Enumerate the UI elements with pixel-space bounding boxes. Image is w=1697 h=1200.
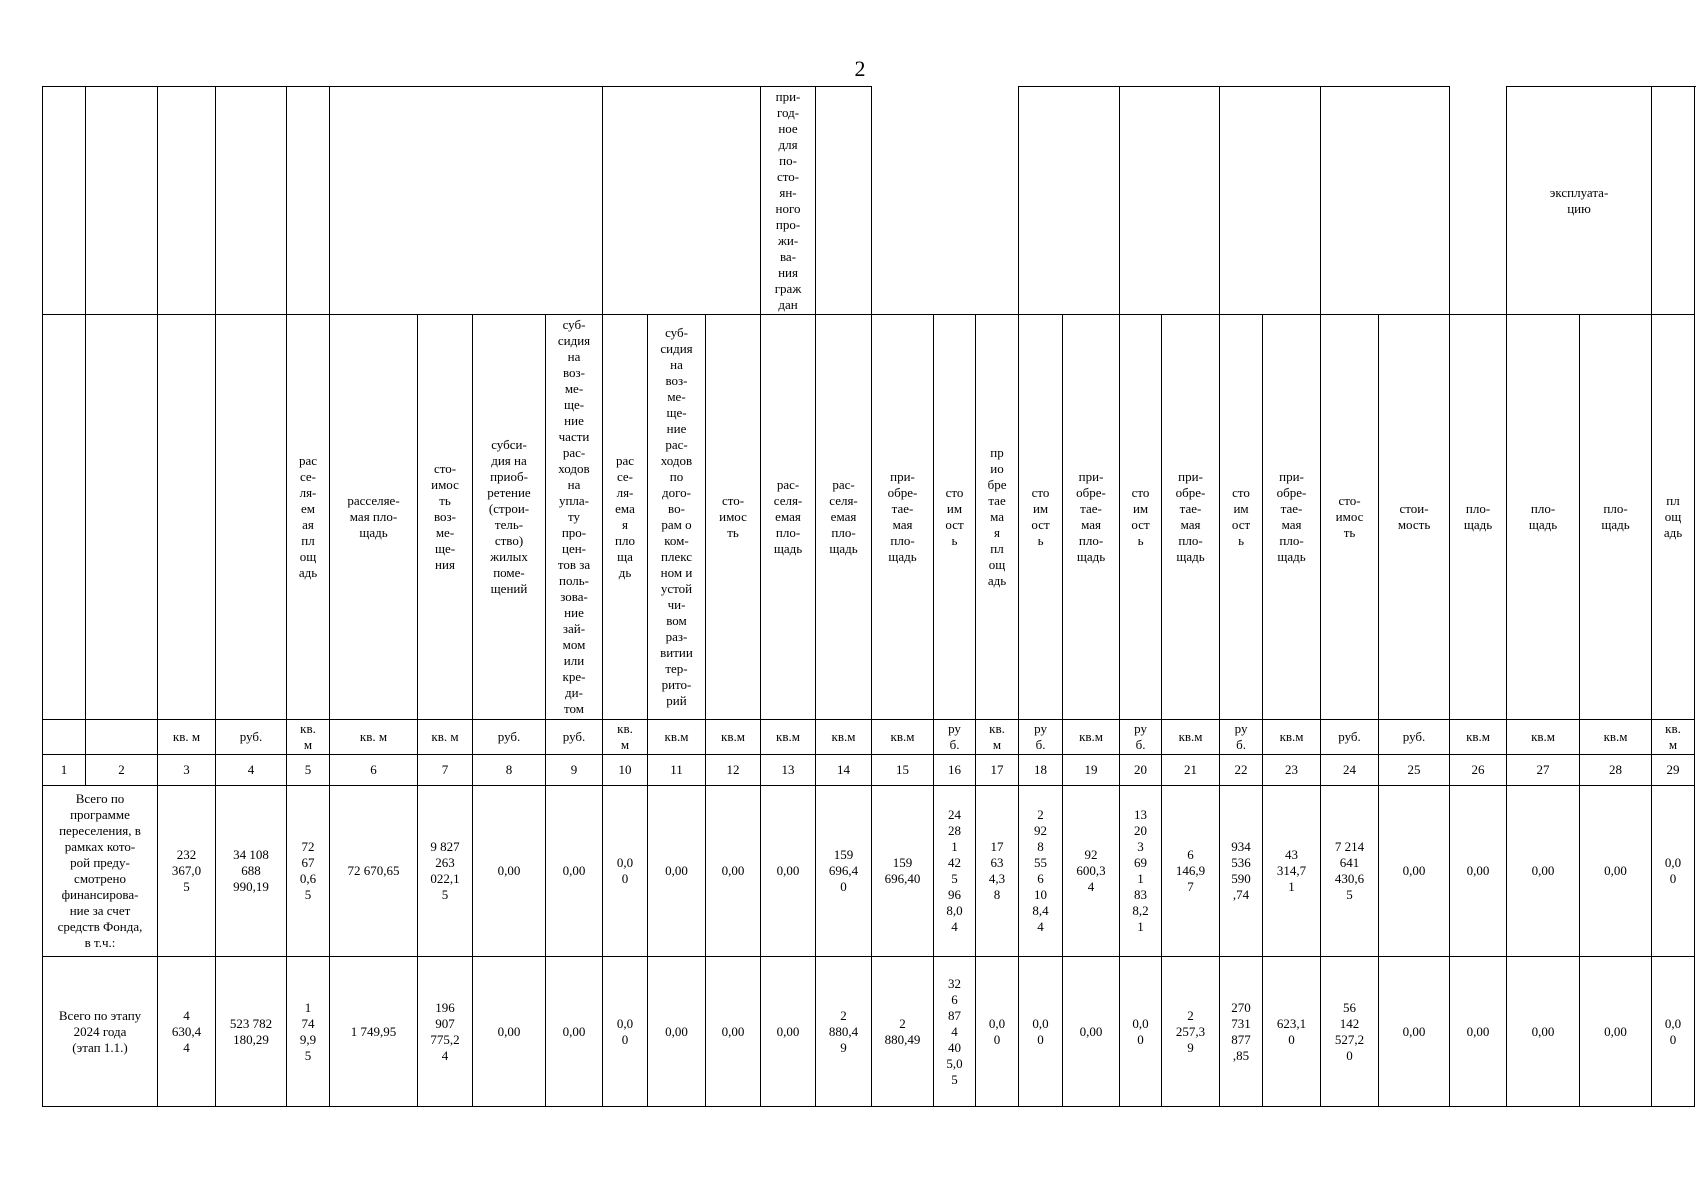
units-row — [43, 720, 1695, 755]
unit-cell: кв.м — [1263, 720, 1321, 755]
table-cell: 523 782 180,29 — [216, 957, 287, 1107]
table-cell: 0,00 — [473, 786, 546, 957]
column-header: при- обре- тае- мая пло- щадь — [1063, 315, 1120, 720]
table-cell: 0,00 — [546, 786, 603, 957]
table-cell: 0,00 — [473, 957, 546, 1107]
column-number: 7 — [418, 755, 473, 786]
unit-cell: кв.м — [648, 720, 706, 755]
table-cell: 6 146,9 7 — [1162, 786, 1220, 957]
column-number-row — [43, 755, 1695, 786]
row-label: Всего по программе переселения, в рамках кото- рой преду- смотрено финансирова- ние за счет средств Фонда, в т.ч.: — [43, 786, 158, 957]
unit-cell: ру б. — [934, 720, 976, 755]
table-cell: 0,00 — [1379, 957, 1450, 1107]
table-cell: 0,00 — [1507, 957, 1580, 1107]
top-cell — [872, 87, 1019, 315]
table-cell: 0,00 — [648, 957, 706, 1107]
column-number: 18 — [1019, 755, 1063, 786]
unit-cell: кв.м — [816, 720, 872, 755]
top-cell — [43, 87, 86, 315]
table-row — [43, 957, 1695, 1107]
column-header: субси- дия на приоб- ретение (строи- тель- ство) жилых поме- щений — [473, 315, 546, 720]
top-cell — [1321, 87, 1450, 315]
table-cell: 0,00 — [706, 786, 761, 957]
column-number: 2 — [86, 755, 158, 786]
column-number: 10 — [603, 755, 648, 786]
top-cell — [330, 87, 603, 315]
top-cell — [1652, 87, 1695, 315]
table-cell: 0,00 — [706, 957, 761, 1107]
top-cell — [158, 87, 216, 315]
column-number: 8 — [473, 755, 546, 786]
unit-cell: кв.м — [872, 720, 934, 755]
table-cell: 56 142 527,2 0 — [1321, 957, 1379, 1107]
column-header: пло- щадь — [1580, 315, 1652, 720]
table-cell: 72 670,65 — [330, 786, 418, 957]
column-header: сто им ост ь — [1220, 315, 1263, 720]
column-header: сто им ост ь — [934, 315, 976, 720]
table-cell: 72 67 0,6 5 — [287, 786, 330, 957]
column-header: пло- щадь — [1507, 315, 1580, 720]
top-cell — [816, 87, 872, 315]
table-cell: 0,0 0 — [603, 957, 648, 1107]
table-cell: 159 696,40 — [872, 786, 934, 957]
table-cell: 43 314,7 1 — [1263, 786, 1321, 957]
table-cell: 7 214 641 430,6 5 — [1321, 786, 1379, 957]
table-cell: 24 28 1 42 5 96 8,0 4 — [934, 786, 976, 957]
column-header: пло- щадь — [1450, 315, 1507, 720]
column-number: 13 — [761, 755, 816, 786]
top-cell: эксплуата- цию — [1507, 87, 1652, 315]
table-cell: 2 880,49 — [872, 957, 934, 1107]
column-header: расселяе- мая пло- щадь — [330, 315, 418, 720]
table-cell: 4 630,4 4 — [158, 957, 216, 1107]
column-number: 1 — [43, 755, 86, 786]
top-cell — [86, 87, 158, 315]
table-cell: 159 696,4 0 — [816, 786, 872, 957]
row-label: Всего по этапу 2024 года (этап 1.1.) — [43, 957, 158, 1107]
column-number: 12 — [706, 755, 761, 786]
column-header — [43, 315, 86, 720]
column-header: сто им ост ь — [1120, 315, 1162, 720]
unit-cell: руб. — [1321, 720, 1379, 755]
table-cell: 0,0 0 — [1019, 957, 1063, 1107]
table-cell: 17 63 4,3 8 — [976, 786, 1019, 957]
column-number: 29 — [1652, 755, 1695, 786]
column-header: сто- имос ть — [706, 315, 761, 720]
table-cell: 196 907 775,2 4 — [418, 957, 473, 1107]
unit-cell: кв. м — [976, 720, 1019, 755]
column-number: 21 — [1162, 755, 1220, 786]
unit-cell: руб. — [216, 720, 287, 755]
table-cell: 0,00 — [761, 957, 816, 1107]
table-cell: 92 600,3 4 — [1063, 786, 1120, 957]
table-cell: 2 92 8 55 6 10 8,4 4 — [1019, 786, 1063, 957]
column-number: 5 — [287, 755, 330, 786]
column-header — [86, 315, 158, 720]
unit-cell: кв.м — [761, 720, 816, 755]
unit-cell: кв. м — [158, 720, 216, 755]
column-number: 17 — [976, 755, 1019, 786]
table-cell: 32 6 87 4 40 5,0 5 — [934, 957, 976, 1107]
column-header: при- обре- тае- мая пло- щадь — [872, 315, 934, 720]
table-cell: 0,0 0 — [1652, 957, 1695, 1107]
table-cell: 0,00 — [648, 786, 706, 957]
column-header — [158, 315, 216, 720]
top-cell — [1120, 87, 1220, 315]
table-cell: 0,00 — [1580, 957, 1652, 1107]
column-number: 25 — [1379, 755, 1450, 786]
column-number: 28 — [1580, 755, 1652, 786]
table-cell: 2 880,4 9 — [816, 957, 872, 1107]
column-header: суб- сидия на воз- ме- ще- ние части рас- ходов на упла- ту про- цен- тов за поль- зова- ние зай- мом или кре- ди- том — [546, 315, 603, 720]
page-number: 2 — [854, 56, 866, 81]
column-number: 6 — [330, 755, 418, 786]
unit-cell: кв.м — [1580, 720, 1652, 755]
table-cell: 0,00 — [1450, 786, 1507, 957]
unit-cell — [43, 720, 86, 755]
table-cell: 13 20 3 69 1 83 8,2 1 — [1120, 786, 1162, 957]
unit-cell: ру б. — [1019, 720, 1063, 755]
column-header: пл ощ адь — [1652, 315, 1695, 720]
column-number: 15 — [872, 755, 934, 786]
table-cell: 934 536 590 ,74 — [1220, 786, 1263, 957]
unit-cell: кв. м — [603, 720, 648, 755]
unit-cell: руб. — [473, 720, 546, 755]
table-cell: 232 367,0 5 — [158, 786, 216, 957]
table-cell: 0,00 — [761, 786, 816, 957]
column-number: 3 — [158, 755, 216, 786]
table-cell: 0,00 — [1379, 786, 1450, 957]
unit-cell: кв. м — [287, 720, 330, 755]
column-header: суб- сидия на воз- ме- ще- ние рас- ходов по дого- во- рам о ком- плекс ном и устой чи- вом раз- витии тер- рито- рий — [648, 315, 706, 720]
table-cell: 0,00 — [1507, 786, 1580, 957]
unit-cell: кв.м — [1507, 720, 1580, 755]
table-cell: 0,0 0 — [976, 957, 1019, 1107]
table-cell: 0,0 0 — [1120, 957, 1162, 1107]
unit-cell — [86, 720, 158, 755]
top-cell — [1019, 87, 1120, 315]
table-cell: 0,00 — [1063, 957, 1120, 1107]
column-header: пр ио бре тае ма я пл ощ адь — [976, 315, 1019, 720]
table-cell: 270 731 877 ,85 — [1220, 957, 1263, 1107]
table-cell: 2 257,3 9 — [1162, 957, 1220, 1107]
top-cell — [603, 87, 761, 315]
column-header: рас се- ля- ема я пло ща дь — [603, 315, 648, 720]
column-header: рас се- ля- ем ая пл ощ адь — [287, 315, 330, 720]
table-cell: 9 827 263 022,1 5 — [418, 786, 473, 957]
resettlement-table — [42, 86, 1695, 1107]
column-header: при- обре- тае- мая пло- щадь — [1162, 315, 1220, 720]
header-continuation-row — [43, 87, 1695, 315]
column-number: 16 — [934, 755, 976, 786]
column-number: 22 — [1220, 755, 1263, 786]
top-cell — [1450, 87, 1507, 315]
unit-cell: руб. — [1379, 720, 1450, 755]
table-row — [43, 786, 1695, 957]
table-cell: 34 108 688 990,19 — [216, 786, 287, 957]
unit-cell: кв.м — [1063, 720, 1120, 755]
table-cell: 1 74 9,9 5 — [287, 957, 330, 1107]
column-number: 24 — [1321, 755, 1379, 786]
column-number: 11 — [648, 755, 706, 786]
column-header: сто- имос ть — [1321, 315, 1379, 720]
table-cell: 0,0 0 — [1652, 786, 1695, 957]
table-cell: 623,1 0 — [1263, 957, 1321, 1107]
top-cell — [287, 87, 330, 315]
unit-cell: кв. м — [418, 720, 473, 755]
column-number: 14 — [816, 755, 872, 786]
column-number: 9 — [546, 755, 603, 786]
column-header: при- обре- тае- мая пло- щадь — [1263, 315, 1321, 720]
unit-cell: кв. м — [1652, 720, 1695, 755]
unit-cell: ру б. — [1120, 720, 1162, 755]
column-number: 27 — [1507, 755, 1580, 786]
top-cell-exploitation — [1220, 87, 1321, 315]
unit-cell: кв.м — [1162, 720, 1220, 755]
unit-cell: руб. — [546, 720, 603, 755]
column-number: 4 — [216, 755, 287, 786]
unit-cell: кв.м — [1450, 720, 1507, 755]
top-cell — [216, 87, 287, 315]
unit-cell: кв. м — [330, 720, 418, 755]
table-cell: 1 749,95 — [330, 957, 418, 1107]
column-header-row — [43, 315, 1695, 720]
top-cell-suitable-for-living: при- год- ное для по- сто- ян- ного про- жи- ва- ния граж дан — [761, 87, 816, 315]
table-cell: 0,00 — [1580, 786, 1652, 957]
table-cell: 0,00 — [546, 957, 603, 1107]
column-header: рас- селя- емая пло- щадь — [816, 315, 872, 720]
column-header — [216, 315, 287, 720]
column-header: стои- мость — [1379, 315, 1450, 720]
column-header: сто- имос ть воз- ме- ще- ния — [418, 315, 473, 720]
table-cell: 0,0 0 — [603, 786, 648, 957]
column-number: 20 — [1120, 755, 1162, 786]
column-number: 19 — [1063, 755, 1120, 786]
column-number: 23 — [1263, 755, 1321, 786]
column-header: рас- селя- емая пло- щадь — [761, 315, 816, 720]
unit-cell: кв.м — [706, 720, 761, 755]
table-cell: 0,00 — [1450, 957, 1507, 1107]
unit-cell: ру б. — [1220, 720, 1263, 755]
column-header: сто им ост ь — [1019, 315, 1063, 720]
column-number: 26 — [1450, 755, 1507, 786]
